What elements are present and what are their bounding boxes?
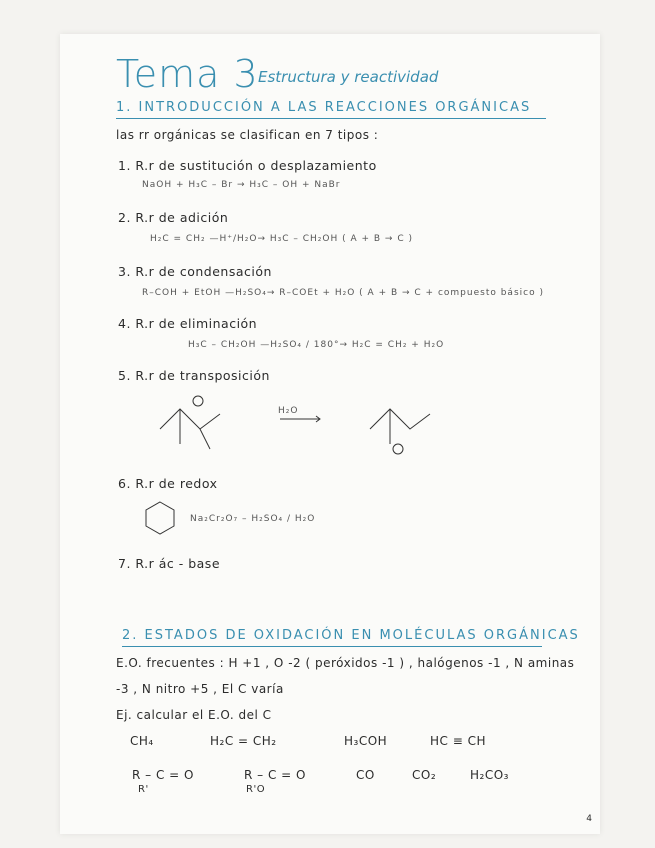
notebook-page <box>60 34 600 834</box>
type-5-reagent: H₂O <box>278 406 299 416</box>
eo-line-3: Ej. calcular el E.O. del C <box>116 708 272 722</box>
page-subtitle: Estructura y reactividad <box>258 68 439 86</box>
section-1-underline <box>116 118 546 119</box>
type-6-equation: Na₂Cr₂O₇ – H₂SO₄ / H₂O <box>190 514 316 524</box>
type-3-label: 3. R.r de condensación <box>118 264 272 279</box>
type-4-equation: H₃C – CH₂OH —H₂SO₄ / 180°→ H₂C = CH₂ + H₂O <box>188 340 445 350</box>
type-6-label: 6. R.r de redox <box>118 476 218 491</box>
page-title: Tema 3 <box>116 52 259 96</box>
type-2-label: 2. R.r de adición <box>118 210 229 225</box>
page-number: 4 <box>586 814 592 824</box>
ketone-substituent: R' <box>138 784 149 795</box>
section-2-heading: 2. ESTADOS DE OXIDACIÓN EN MOLÉCULAS ORGÁNICAS <box>122 628 580 643</box>
compound-carbonic-acid: H₂CO₃ <box>470 768 509 782</box>
compound-ch4: CH₄ <box>130 734 154 748</box>
section-1-intro: las rr orgánicas se clasifican en 7 tipos : <box>116 128 379 142</box>
eo-line-1: E.O. frecuentes : H +1 , O -2 ( peróxidos -1 ) , halógenos -1 , N aminas <box>116 656 575 670</box>
compound-co: CO <box>356 768 375 782</box>
compound-ethyne: HC ≡ CH <box>430 734 486 748</box>
section-1-heading: 1. INTRODUCCIÓN A LAS REACCIONES ORGÁNICAS <box>116 100 532 115</box>
compound-ketone: R – C = O <box>132 768 194 782</box>
type-7-label: 7. R.r ác - base <box>118 556 221 571</box>
compound-ester: R – C = O <box>244 768 306 782</box>
eo-line-2: -3 , N nitro +5 , El C varía <box>116 682 284 696</box>
transposition-drawing <box>140 389 460 459</box>
type-3-equation: R–COH + EtOH —H₂SO₄→ R–COEt + H₂O ( A + B → C + compuesto básico ) <box>142 288 544 298</box>
type-1-label: 1. R.r de sustitución o desplazamiento <box>118 158 377 173</box>
type-2-equation: H₂C = CH₂ —H⁺/H₂O→ H₃C – CH₂OH ( A + B → C ) <box>150 234 413 244</box>
type-5-label: 5. R.r de transposición <box>118 368 270 383</box>
compound-ethene: H₂C = CH₂ <box>210 734 277 748</box>
ester-substituent: R'O <box>246 784 266 795</box>
compound-co2: CO₂ <box>412 768 437 782</box>
cyclohexanol-ring <box>140 496 180 538</box>
section-2-underline <box>122 646 542 647</box>
type-1-equation: NaOH + H₃C – Br → H₃C – OH + NaBr <box>142 180 341 190</box>
type-4-label: 4. R.r de eliminación <box>118 316 258 331</box>
compound-methanol: H₃COH <box>344 734 388 748</box>
